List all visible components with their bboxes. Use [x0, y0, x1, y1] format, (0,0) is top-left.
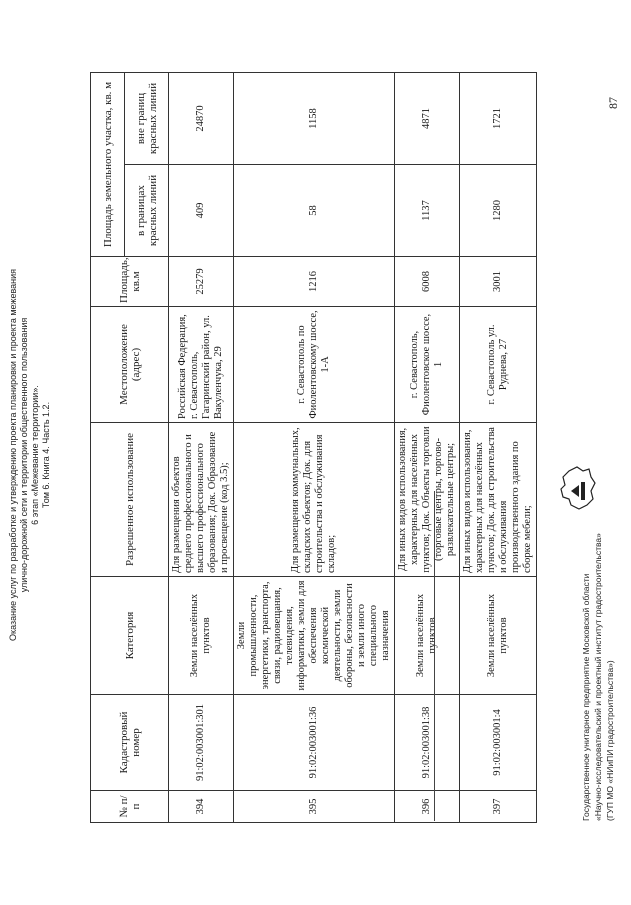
header-line-4: Том 6. Книга 4. Часть 1.2. [41, 401, 51, 509]
row-inside: 1280 [460, 165, 537, 257]
row-num: 396 [395, 791, 460, 823]
row-category: Земли населённых пунктов [460, 577, 537, 695]
header-location: Местоположение (адрес) [91, 307, 169, 423]
row-cadastral: 91:02:003001:4 [460, 695, 537, 791]
footer-org-line-3: (ГУП МО «НИиПИ градостроительства») [605, 660, 615, 821]
header-category: Категория [91, 577, 169, 695]
row-inside: 1137 [395, 165, 460, 257]
row-category: Земли населённых пунктов [169, 577, 234, 695]
footer-divider [434, 491, 435, 821]
row-area: 1216 [234, 257, 395, 307]
footer-org-line-1: Государственное унитарное предприятие Московской области [581, 573, 591, 821]
row-use: Для размещения объектов среднего профессионального и высшего профессионального образования; Док. Образование и просвещение (код 3.5); [169, 423, 234, 577]
table-row [460, 72, 537, 822]
header-area: Площадь, кв.м [91, 257, 169, 307]
row-inside: 58 [234, 165, 395, 257]
table-row [169, 72, 234, 822]
table-row [395, 72, 460, 822]
row-num: 395 [234, 791, 395, 823]
row-outside: 4871 [395, 72, 460, 164]
row-area: 6008 [395, 257, 460, 307]
row-num: 394 [169, 791, 234, 823]
row-location: г. Севастополь, Фиолентовское шоссе, 1 [395, 307, 460, 423]
table-row [234, 72, 395, 822]
page-number: 87 [606, 97, 620, 109]
row-outside: 1721 [460, 72, 537, 164]
header-outside: вне границ красных линий [125, 72, 169, 164]
row-area: 3001 [460, 257, 537, 307]
row-inside: 409 [169, 165, 234, 257]
header-cadastral: Кадастровый номер [91, 695, 169, 791]
header-inside: в границах красных линий [125, 165, 169, 257]
row-location: г. Севастополь по Фиолентовскому шоссе, 1-А [234, 307, 395, 423]
row-use: Для размещения коммунальных, складских объектов; Док. для строительства и обслуживания складов; [234, 423, 395, 577]
header-line-3: 6 этап «Межевание территории». [30, 385, 40, 525]
row-cadastral: 91:02:003001:36 [234, 695, 395, 791]
row-category: Земли населённых пунктов [395, 577, 460, 695]
row-use: Для иных видов использования, характерных для населённых пунктов; Док. для строительства и обслуживания производственного здания по сборке мебели; [460, 423, 537, 577]
header-line-1: Оказание услуг по разработке и утверждению проекта планировки и проекта межевания [8, 268, 18, 642]
row-cadastral: 91:02:003001:38 [395, 695, 460, 791]
header-plot-area: Площадь земельного участка, кв. м [91, 72, 125, 256]
row-area: 25279 [169, 257, 234, 307]
institute-map-logo-icon [557, 461, 597, 515]
footer-org-line-2: «Научно-исследовательский и проектный институт градостроительства» [593, 533, 603, 821]
header-line-2: улично-дорожной сети и территории общественного пользования [19, 317, 29, 593]
row-num: 397 [460, 791, 537, 823]
row-category: Земли промышленности, энергетики, транспорта, связи, радиовещания, телевидения, информатики, земли для обеспечения космической деятельности, земли обороны, безопасности и земли иного специального назначения [234, 577, 395, 695]
header-use: Разрешенное использование [91, 423, 169, 577]
row-location: г. Севастополь ул. Руднева, 27 [460, 307, 537, 423]
row-location: Российская Федерация, г. Севастополь, Гагаринский район, ул. Вакуленчука, 29 [169, 307, 234, 423]
land-plots-table [90, 72, 537, 823]
row-outside: 1158 [234, 72, 395, 164]
row-cadastral: 91:02:003001:301 [169, 695, 234, 791]
row-outside: 24870 [169, 72, 234, 164]
row-use: Для иных видов использования, характерных для населённых пунктов; Док. Объекты торговли (торговые центры, торгово-развлекательные центры; [395, 423, 460, 577]
header-num: № п/п [91, 791, 169, 823]
